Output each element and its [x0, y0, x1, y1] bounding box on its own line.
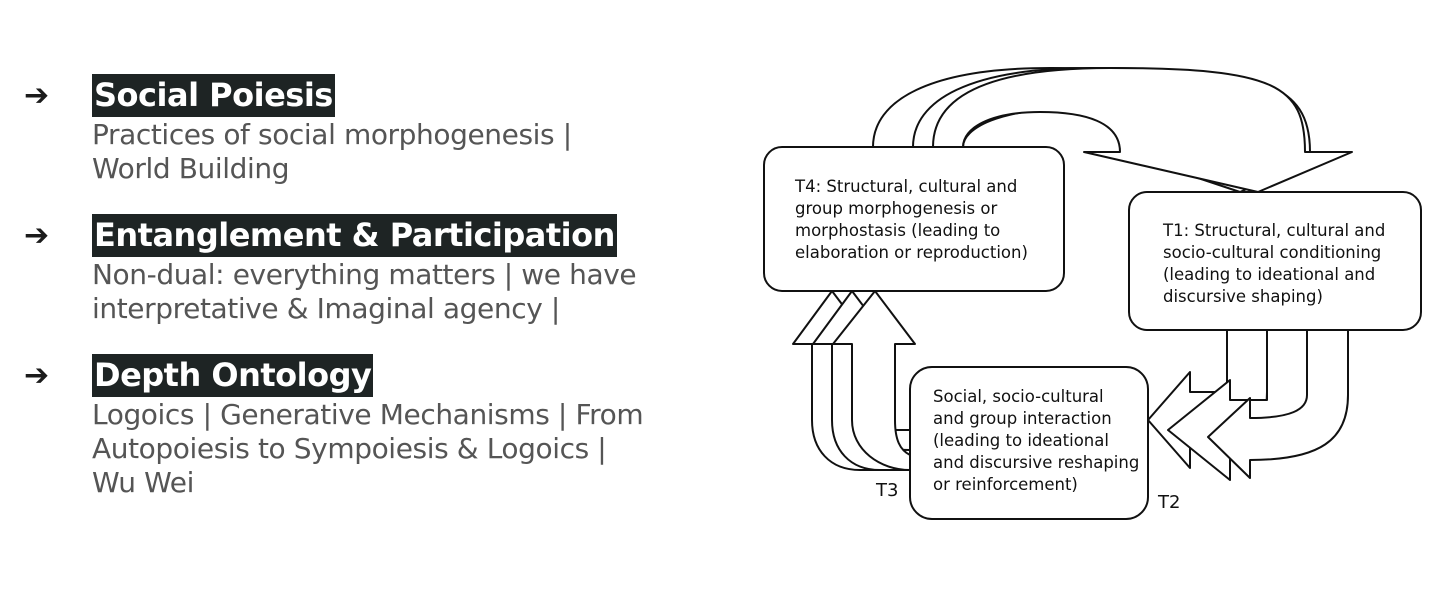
description-line: interpretative & Imaginal agency | [92, 292, 560, 325]
bullet-heading: Social Poiesis [92, 74, 335, 117]
interaction-text: Social, socio-cultural and group interaction (leading to ideational and discursive reshaping or reinforcement) [933, 387, 1140, 494]
arrow-right-icon: ➔ [24, 78, 50, 113]
arrow-right-icon: ➔ [24, 218, 50, 253]
description-line: Logoics | Generative Mechanisms | From [92, 398, 644, 431]
bullet-heading: Entanglement & Participation [92, 214, 617, 257]
bullet-heading: Depth Ontology [92, 354, 373, 397]
description-line: World Building [92, 152, 290, 185]
description-line: Non-dual: everything matters | we have [92, 258, 637, 291]
description-line: Autopoiesis to Sympoiesis & Logoics | [92, 432, 607, 465]
t1-text: T1: Structural, cultural and socio-cultural conditioning (leading to ideational and discursive shaping) [1163, 221, 1386, 306]
t3-label: T3 [876, 480, 899, 501]
t4-box [764, 147, 1064, 291]
description-line: Wu Wei [92, 466, 194, 499]
description-line: Practices of social morphogenesis | [92, 118, 572, 151]
arrow-right-icon: ➔ [24, 358, 50, 393]
t4-text: T4: Structural, cultural and group morphogenesis or morphostasis (leading to elaboration or reproduction) [795, 177, 1028, 262]
t2-label: T2 [1158, 492, 1181, 513]
